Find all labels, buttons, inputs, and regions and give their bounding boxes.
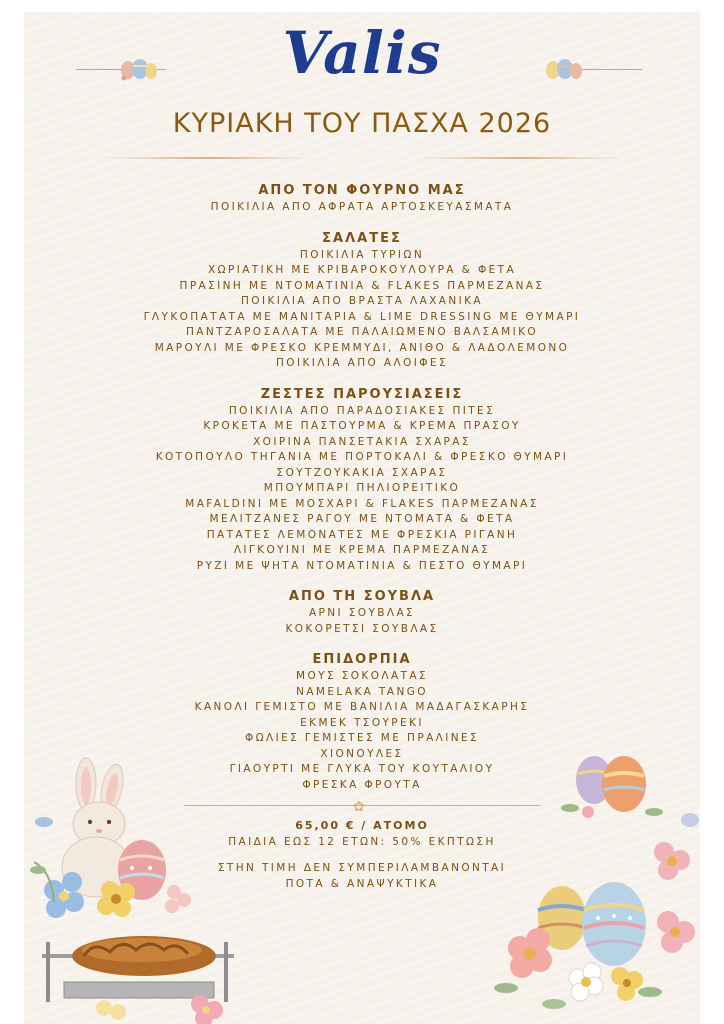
menu-item: ΠΡΑΣΙΝΗ ΜΕ ΝΤΟΜΑΤΙΝΙΑ & FLAKES ΠΑΡΜΕΖΑΝΑΣ (179, 279, 545, 292)
section-title: ΕΠΙΔΟΡΠΙΑ (312, 652, 412, 667)
menu-item: ΚΑΝΟΛΙ ΓΕΜΙΣΤΟ ΜΕ ΒΑΝΙΛΙΑ ΜΑΔΑΓΑΣΚΑΡΗΣ (194, 701, 530, 713)
menu-item: ΚΟΚΟΡΕΤΣΙ ΣΟΥΒΛΑΣ (285, 622, 439, 635)
menu-item: ΧΟΙΡΙΝΑ ΠΑΝΣΕΤΑΚΙΑ ΣΧΑΡΑΣ (253, 435, 471, 448)
section-title: ΖΕΣΤΕΣ ΠΑΡΟΥΣΙΑΣΕΙΣ (260, 386, 464, 402)
menu-item: ΛΙΓΚΟΥΙΝΙ ΜΕ ΚΡΕΜΑ ΠΑΡΜΕΖΑΝΑΣ (233, 544, 491, 556)
menu-item: ΧΩΡΙΑΤΙΚΗ ΜΕ ΚΡΙΒΑΡΟΚΟΥΛΟΥΡΑ & ΦΕΤΑ (207, 264, 517, 276)
menu-item: ΜΕΛΙΤΖΑΝΕΣ ΡΑΓΟΥ ΜΕ ΝΤΟΜΑΤΑ & ΦΕΤΑ (209, 513, 515, 525)
menu-section (24, 588, 700, 637)
menu-item: ΠΑΤΑΤΕΣ ΛΕΜΟΝΑΤΕΣ ΜΕ ΦΡΕΣΚΙΑ ΡΙΓΑΝΗ (206, 528, 518, 541)
menu-list (24, 182, 700, 807)
menu-item: ΠΟΙΚΙΛΙΑ ΤΥΡΙΩΝ (299, 248, 425, 261)
menu-section (24, 182, 700, 216)
menu-item: ΑΡΝΙ ΣΟΥΒΛΑΣ (308, 607, 416, 619)
menu-item: ΦΩΛΙΕΣ ΓΕΜΙΣΤΕΣ ΜΕ ΠΡΑΛΙΝΕΣ (244, 732, 480, 744)
page-title: ΚΥΡΙΑΚΗ ΤΟΥ ΠΑΣΧΑ 2026 (172, 108, 552, 139)
price-per-person: 65,00 € / ΑΤΟΜΟ (295, 819, 429, 832)
menu-item: ΓΙΑΟΥΡΤΙ ΜΕ ΓΛΥΚΑ ΤΟΥ ΚΟΥΤΑΛΙΟΥ (229, 763, 495, 775)
title-rule-left (102, 157, 312, 159)
title-rule-right (414, 157, 624, 159)
section-title: ΑΠΟ ΤΟΝ ΦΟΥΡΝΟ ΜΑΣ (258, 183, 466, 198)
menu-item: ΠΟΙΚΙΛΙΑ ΑΠΟ ΑΛΟΙΦΕΣ (276, 357, 448, 369)
menu-item: ΠΟΙΚΙΛΙΑ ΑΠΟ ΑΦΡΑΤΑ ΑΡΤΟΣΚΕΥΑΣΜΑΤΑ (210, 201, 514, 213)
menu-item: ΦΡΕΣΚΑ ΦΡΟΥΤΑ (302, 778, 422, 791)
menu-item: ΜΠΟΥΜΠΑΡΙ ΠΗΛΙΟΡΕΙΤΙΚΟ (263, 482, 461, 494)
menu-item: ΚΟΤΟΠΟΥΛΟ ΤΗΓΑΝΙΑ ΜΕ ΠΟΡΤΟΚΑΛΙ & ΦΡΕΣΚΟ ΘΥΜΑΡΙ (155, 451, 569, 463)
menu-item: ΓΛΥΚΟΠΑΤΑΤΑ ΜΕ ΜΑΝΙΤΑΡΙΑ & LIME DRESSING ΜΕ ΘΥΜΑΡΙ (143, 310, 581, 323)
menu-page (24, 12, 700, 1024)
bunny-illustration (24, 742, 234, 1024)
section-title: ΑΠΟ ΤΗ ΣΟΥΒΛΑ (288, 589, 436, 604)
menu-item: ΕΚΜΕΚ ΤΣΟΥΡΕΚΙ (300, 716, 424, 729)
menu-item: ΡΥΖΙ ΜΕ ΨΗΤΑ ΝΤΟΜΑΤΙΝΙΑ & ΠΕΣΤΟ ΘΥΜΑΡΙ (196, 559, 528, 572)
menu-item: ΣΟΥΤΖΟΥΚΑΚΙΑ ΣΧΑΡΑΣ (276, 466, 448, 479)
menu-section (24, 230, 700, 372)
menu-item: ΠΟΙΚΙΛΙΑ ΑΠΟ ΒΡΑΣΤΑ ΛΑΧΑΝΙΚΑ (241, 295, 483, 307)
flower-icon: ✿ (353, 799, 365, 815)
kids-discount: ΠΑΙΔΙΑ ΕΩΣ 12 ΕΤΩΝ: 50% ΕΚΠΤΩΣΗ (228, 836, 496, 848)
menu-item: MAFALDINI ΜΕ ΜΟΣΧΑΡΙ & FLAKES ΠΑΡΜΕΖΑΝΑΣ (185, 497, 539, 510)
menu-section (24, 386, 700, 575)
menu-item: ΚΡΟΚΕΤΑ ΜΕ ΠΑΣΤΟΥΡΜΑ & ΚΡΕΜΑ ΠΡΑΣΟΥ (203, 420, 521, 432)
section-title: ΣΑΛΑΤΕΣ (322, 230, 402, 246)
menu-item: ΜΑΡΟΥΛΙ ΜΕ ΦΡΕΣΚΟ ΚΡΕΜΜΥΔΙ, ΑΝΙΘΟ & ΛΑΔΟΛΕΜΟΝΟ (154, 341, 570, 354)
painted-eggs-illustration (494, 742, 700, 1024)
menu-item: ΧΙΟΝΟΥΛΕΣ (320, 747, 404, 760)
price-note-line2: ΠΟΤΑ & ΑΝΑΨΥΚΤΙΚΑ (285, 878, 439, 890)
menu-item: ΠΑΝΤΖΑΡΟΣΑΛΑΤΑ ΜΕ ΠΑΛΑΙΩΜΕΝΟ ΒΑΛΣΑΜΙΚΟ (185, 326, 539, 338)
brand-logo: Valis (282, 19, 442, 87)
menu-item: ΠΟΙΚΙΛΙΑ ΑΠΟ ΠΑΡΑΔΟΣΙΑΚΕΣ ΠΙΤΕΣ (228, 404, 496, 417)
price-note-line1: ΣΤΗΝ ΤΙΜΗ ΔΕΝ ΣΥΜΠΕΡΙΛΑΜΒΑΝΟΝΤΑΙ (217, 862, 507, 874)
menu-item: NAMELAKA TANGO (296, 685, 428, 698)
menu-item: ΜΟΥΣ ΣΟΚΟΛΑΤΑΣ (296, 670, 428, 682)
